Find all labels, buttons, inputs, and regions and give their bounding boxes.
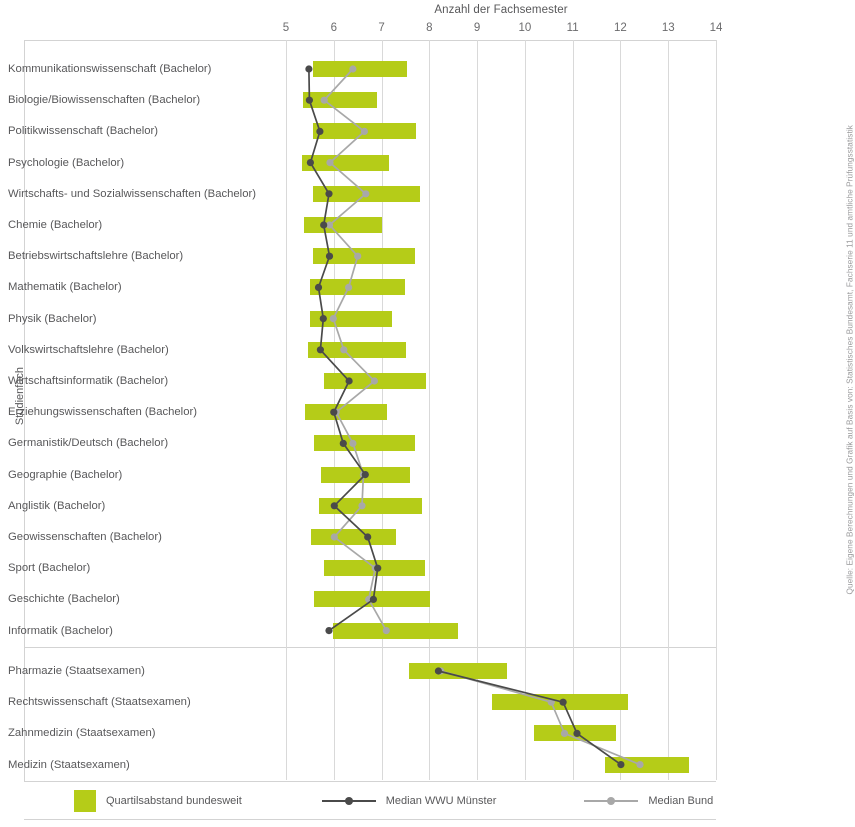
x-tick-label-6: 6 <box>330 22 337 34</box>
legend-item-quartile <box>74 790 242 812</box>
median-wwu-point <box>370 596 377 603</box>
x-tick-label-13: 13 <box>661 22 675 34</box>
x-tick-label-7: 7 <box>378 22 385 34</box>
x-axis-title: Anzahl der Fachsemester <box>434 4 568 16</box>
legend-line-marker-icon <box>584 796 638 806</box>
median-bund-point <box>349 440 356 447</box>
median-bund-point <box>321 97 328 104</box>
median-wwu-point <box>573 730 580 737</box>
category-labels <box>8 40 278 780</box>
median-wwu-point <box>320 315 327 322</box>
median-bund-point <box>345 284 352 291</box>
legend-item-median-bund <box>584 795 713 807</box>
median-wwu-point <box>331 502 338 509</box>
median-series-overlay <box>286 40 716 780</box>
median-wwu-point <box>305 65 312 72</box>
median-bund-point <box>362 190 369 197</box>
median-wwu-point <box>374 565 381 572</box>
median-wwu-point <box>315 284 322 291</box>
x-tick-label-9: 9 <box>473 22 481 34</box>
category-label: Chemie (Bachelor) <box>8 219 103 231</box>
gridline-14 <box>716 40 717 780</box>
x-tick-label-10: 10 <box>518 22 532 34</box>
category-label: Politikwissenschaft (Bachelor) <box>8 125 159 138</box>
median-wwu-line <box>438 671 621 765</box>
category-label: Germanistik/Deutsch (Bachelor) <box>8 437 169 450</box>
median-wwu-point <box>435 667 442 674</box>
category-label: Rechtswissenschaft (Staatsexamen) <box>8 696 191 709</box>
median-bund-point <box>561 730 568 737</box>
legend-label-median-wwu: Median WWU Münster <box>385 794 497 807</box>
median-wwu-point <box>320 221 327 228</box>
median-bund-point <box>330 315 337 322</box>
median-bund-point <box>326 159 333 166</box>
category-label: Medizin (Staatsexamen) <box>8 758 130 771</box>
y-axis-title: Studienfach <box>14 366 26 426</box>
category-label: Physik (Bachelor) <box>8 312 97 325</box>
median-wwu-point <box>346 377 353 384</box>
median-bund-point <box>361 128 368 135</box>
chart-legend <box>24 782 716 819</box>
median-bund-point <box>371 377 378 384</box>
category-label: Zahnmedizin (Staatsexamen) <box>8 727 156 740</box>
median-bund-point <box>354 253 361 260</box>
median-bund-line <box>441 671 640 765</box>
legend-label-quartile: Quartilsabstand bundesweit <box>106 794 242 807</box>
median-wwu-point <box>362 471 369 478</box>
median-wwu-point <box>560 699 567 706</box>
median-bund-point <box>340 346 347 353</box>
x-tick-label-14: 14 <box>709 22 723 34</box>
x-axis-tick-labels <box>0 22 761 38</box>
median-bund-point <box>331 533 338 540</box>
median-wwu-point <box>316 128 323 135</box>
x-tick-label-8: 8 <box>426 22 433 34</box>
category-label: Wirtschafts- und Sozialwissenschaften (Bachelor) <box>8 187 257 200</box>
median-wwu-point <box>325 627 332 634</box>
median-bund-point <box>358 502 365 509</box>
median-bund-point <box>636 761 643 768</box>
category-label: Informatik (Bachelor) <box>8 624 113 637</box>
category-label: Kommunikationswissenschaft (Bachelor) <box>8 63 212 75</box>
median-bund-point <box>349 65 356 72</box>
category-label: Erziehungswissenschaften (Bachelor) <box>8 406 198 419</box>
category-label: Volkswirtschaftslehre (Bachelor) <box>8 343 169 356</box>
x-tick-label-11: 11 <box>566 22 579 34</box>
median-bund-point <box>383 627 390 634</box>
legend-label-median-bund: Median Bund <box>648 794 714 807</box>
legend-item-median-wwu <box>322 795 497 807</box>
plot-area <box>286 40 716 780</box>
category-label: Biologie/Biowissenschaften (Bachelor) <box>8 94 201 107</box>
median-wwu-point <box>306 97 313 104</box>
median-bund-line <box>324 69 386 631</box>
category-label: Pharmazie (Staatsexamen) <box>8 665 145 677</box>
median-wwu-point <box>307 159 314 166</box>
category-label: Wirtschaftsinformatik (Bachelor) <box>8 375 169 387</box>
category-label: Geowissenschaften (Bachelor) <box>8 531 162 543</box>
median-wwu-point <box>330 409 337 416</box>
category-label: Geographie (Bachelor) <box>8 468 123 481</box>
separator-legend <box>24 819 716 820</box>
category-label: Betriebswirtschaftslehre (Bachelor) <box>8 250 184 263</box>
median-wwu-point <box>317 346 324 353</box>
category-label: Anglistik (Bachelor) <box>8 499 106 512</box>
x-tick-label-5: 5 <box>282 22 290 34</box>
legend-line-marker-icon <box>322 796 376 806</box>
median-wwu-point <box>326 253 333 260</box>
category-label: Sport (Bachelor) <box>8 562 91 575</box>
median-wwu-point <box>364 533 371 540</box>
category-label: Mathematik (Bachelor) <box>8 281 122 294</box>
source-note: Quelle: Eigene Berechnungen und Grafik auf Basis von: Statistisches Bundesamt, Fachserie 11 und amtliche Prüfungsstatistik <box>845 125 855 595</box>
median-wwu-point <box>617 761 624 768</box>
x-tick-label-12: 12 <box>614 22 627 34</box>
median-wwu-point <box>340 440 347 447</box>
category-label: Geschichte (Bachelor) <box>8 593 120 606</box>
median-wwu-point <box>325 190 332 197</box>
legend-swatch-icon <box>74 790 96 812</box>
category-label: Psychologie (Bachelor) <box>8 156 125 169</box>
